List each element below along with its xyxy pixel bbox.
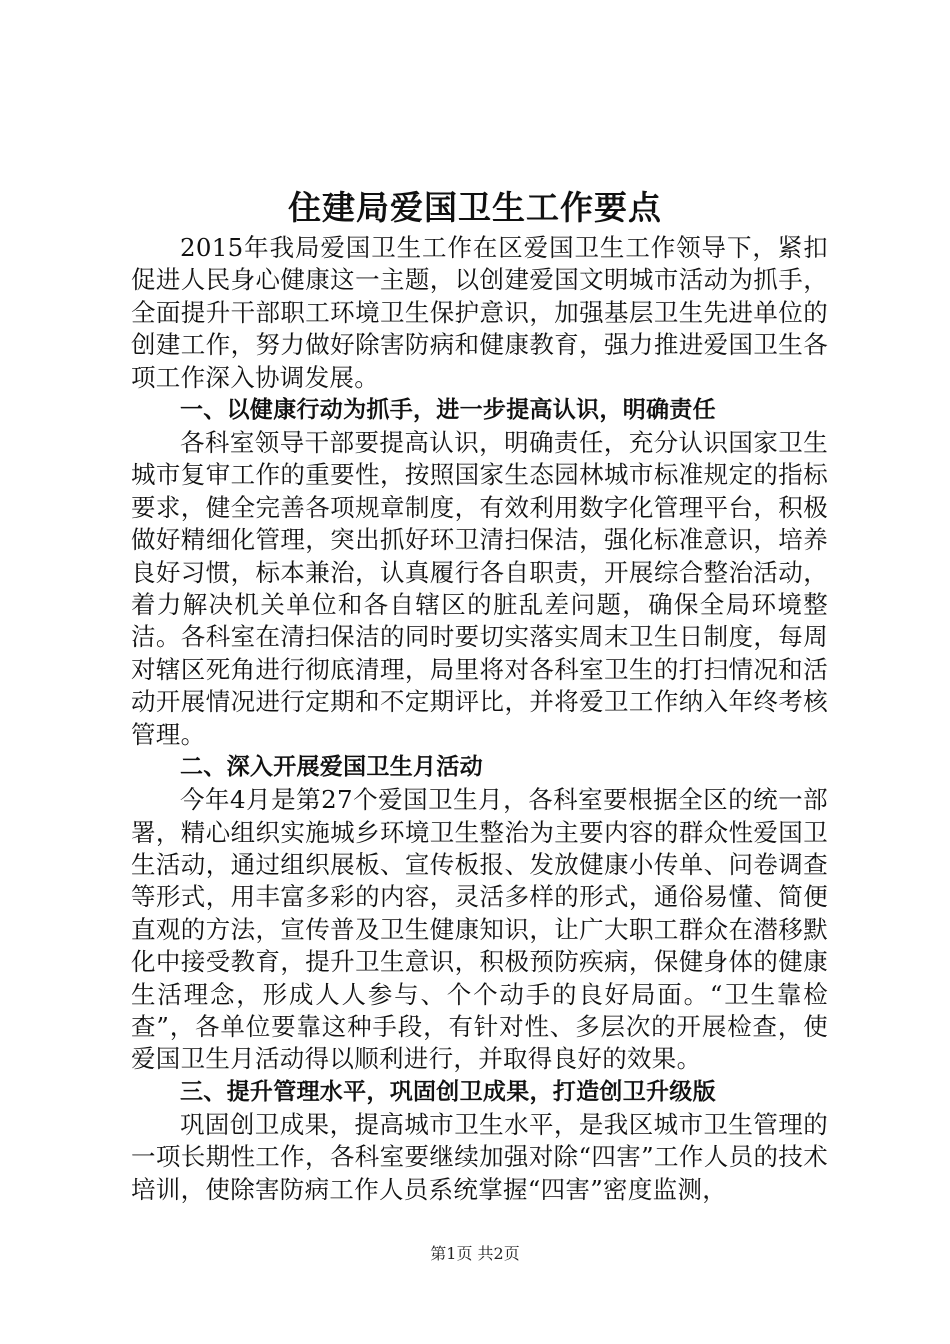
document-body <box>131 232 828 1206</box>
intro-paragraph: 2015年我局爱国卫生工作在区爱国卫生工作领导下，紧扣促进人民身心健康这一主题，以创建爱国文明城市活动为抓手，全面提升干部职工环境卫生保护意识，加强基层卫生先进单位的创建工作，努力做好除害防病和健康教育，强力推进爱国卫生各项工作深入协调发展。 <box>131 233 828 392</box>
section-heading-3: 三、提升管理水平，巩固创卫成果，打造创卫升级版 <box>180 1078 716 1105</box>
section-paragraph-2: 今年4月是第27个爱国卫生月，各科室要根据全区的统一部署，精心组织实施城乡环境卫生整治为主要内容的群众性爱国卫生活动，通过组织展板、宣传板报、发放健康小传单、问卷调查等形式，用丰富多彩的内容，灵活多样的形式，通俗易懂、简便直观的方法，宣传普及卫生健康知识，让广大职工群众在潜移默化中接受教育，提升卫生意识，积极预防疾病，保健身体的健康生活理念，形成人人参与、个个动手的良好局面。“卫生靠检查”，各单位要靠这种手段，有针对性、多层次的开展检查，使爱国卫生月活动得以顺利进行，并取得良好的效果。 <box>131 785 828 1074</box>
section-paragraph-1: 各科室领导干部要提高认识，明确责任，充分认识国家卫生城市复审工作的重要性，按照国家生态园林城市标准规定的指标要求，健全完善各项规章制度，有效利用数字化管理平台，积极做好精细化管理，突出抓好环卫清扫保洁，强化标准意识，培养良好习惯，标本兼治，认真履行各自职责，开展综合整治活动，着力解决机关单位和各自辖区的脏乱差问题，确保全局环境整洁。各科室在清扫保洁的同时要切实落实周末卫生日制度，每周对辖区死角进行彻底清理，局里将对各科室卫生的打扫情况和活动开展情况进行定期和不定期评比，并将爱卫工作纳入年终考核管理。 <box>131 428 828 749</box>
section-heading-1: 一、以健康行动为抓手，进一步提高认识，明确责任 <box>180 397 716 424</box>
section-heading-2: 二、深入开展爱国卫生月活动 <box>180 754 483 781</box>
page-number-footer: 第1页 共2页 <box>430 1244 520 1263</box>
section-paragraph-3: 巩固创卫成果，提高城市卫生水平，是我区城市卫生管理的一项长期性工作，各科室要继续加强对除“四害”工作人员的技术培训，使除害防病工作人员系统掌握“四害”密度监测， <box>131 1109 828 1204</box>
document-title: 住建局爱国卫生工作要点 <box>288 188 662 227</box>
